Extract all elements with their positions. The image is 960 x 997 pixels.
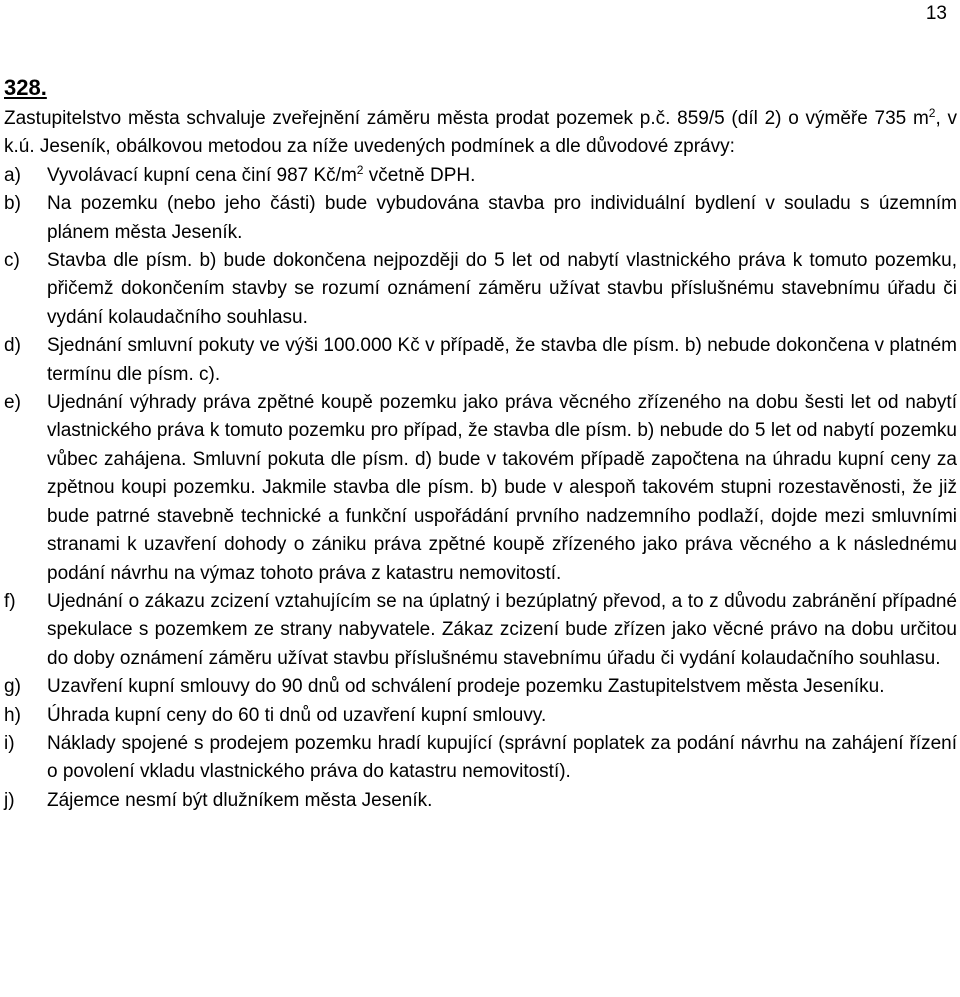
condition-label: i)	[4, 732, 15, 754]
condition-text: Sjednání smluvní pokuty ve výši 100.000 Kč v případě, že stavba dle písm. b) nebude dokončena v platném termínu dle písm. c).	[47, 335, 957, 385]
condition-label: f)	[4, 590, 16, 612]
condition-text: Náklady spojené s prodejem pozemku hradí kupující (správní poplatek za podání návrhu na zahájení řízení o povolení vkladu vlastnického práva do katastru nemovitostí).	[47, 732, 957, 783]
condition-item-f	[4, 588, 957, 673]
condition-item-g	[4, 673, 957, 701]
price-text-end: včetně DPH.	[363, 164, 476, 186]
condition-text: Ujednání výhrady práva zpětné koupě pozemku jako práva věcného zřízeného na dobu šesti let od nabytí vlastnického práva k tomuto pozemku pro případ, že stavba dle písm. b) nebude do 5 let od nabytí pozemku vůbec zahájena. Smluvní pokuta dle písm. d) bude v takovém případě započtena na úhradu kupní ceny za zpětnou koupi pozemku. Jakmile stavba dle písm. b) bude v alespoň takovém stupni rozestavěnosti, že již bude patrné stavebně technické a funkční uspořádání prvního nadzemního podlaží, dojde mezi smluvními stranami k uzavření dohody o zániku práva zpětné koupě zřízeného jako práva věcného a k následnému podání návrhu na výmaz tohoto práva z katastru nemovitostí.	[47, 392, 957, 584]
page-number: 13	[925, 3, 947, 24]
condition-label: d)	[4, 335, 21, 357]
condition-text: Úhrada kupní ceny do 60 ti dnů od uzavření kupní smlouvy.	[47, 704, 547, 726]
condition-text	[47, 162, 957, 190]
condition-text: Ujednání o zákazu zcizení vztahujícím se na úplatný i bezúplatný převod, a to z důvodu zabránění případné spekulace s pozemkem ze strany nabyvatele. Zákaz zcizení bude zřízen jako věcné právo na dobu určitou do doby oznámení záměru užívat stavbu příslušnému stavebnímu úřadu či vydání kolaudačního souhlasu.	[47, 590, 957, 669]
resolution-number: 328.	[4, 75, 47, 100]
condition-item-d	[4, 332, 957, 389]
price-text: Vyvolávací kupní cena činí 987 Kč/m	[47, 164, 357, 186]
condition-label: c)	[4, 250, 20, 272]
intro-text-start: Zastupitelstvo města schvaluje zveřejnění záměru města prodat pozemek p.č. 859/5 (díl 2) o výměře 735 m	[4, 108, 929, 129]
condition-label: a)	[4, 164, 21, 186]
condition-label: g)	[4, 676, 21, 698]
intro-superscript: 2	[928, 106, 936, 120]
resolution-section	[4, 71, 957, 815]
condition-text: Na pozemku (nebo jeho části) bude vybudována stavba pro individuální bydlení v souladu s územním plánem města Jeseník.	[47, 193, 957, 243]
condition-item-e	[4, 389, 957, 588]
condition-item-c	[4, 247, 957, 332]
resolution-intro	[4, 105, 957, 162]
condition-text: Uzavření kupní smlouvy do 90 dnů od schválení prodeje pozemku Zastupitelstvem města Jeseníku.	[47, 676, 885, 698]
condition-item-j	[4, 787, 957, 815]
condition-label: j)	[4, 789, 15, 811]
condition-item-h	[4, 702, 957, 730]
condition-text: Stavba dle písm. b) bude dokončena nejpozději do 5 let od nabytí vlastnického práva k tomuto pozemku, přičemž dokončením stavby se rozumí oznámení záměru užívat stavbu příslušnému stavebnímu úřadu či vydání kolaudačního souhlasu.	[47, 250, 957, 328]
condition-item-b	[4, 190, 957, 247]
price-superscript: 2	[356, 162, 364, 177]
condition-label: h)	[4, 704, 21, 726]
condition-item-i	[4, 730, 957, 787]
intro-text-end: , v k.ú. Jeseník, obálkovou metodou za níže uvedených podmínek a dle důvodové zprávy:	[4, 108, 957, 158]
condition-label: b)	[4, 193, 21, 215]
condition-text: Zájemce nesmí být dlužníkem města Jeseník.	[47, 789, 433, 811]
condition-item-a	[4, 162, 957, 190]
condition-label: e)	[4, 392, 21, 414]
